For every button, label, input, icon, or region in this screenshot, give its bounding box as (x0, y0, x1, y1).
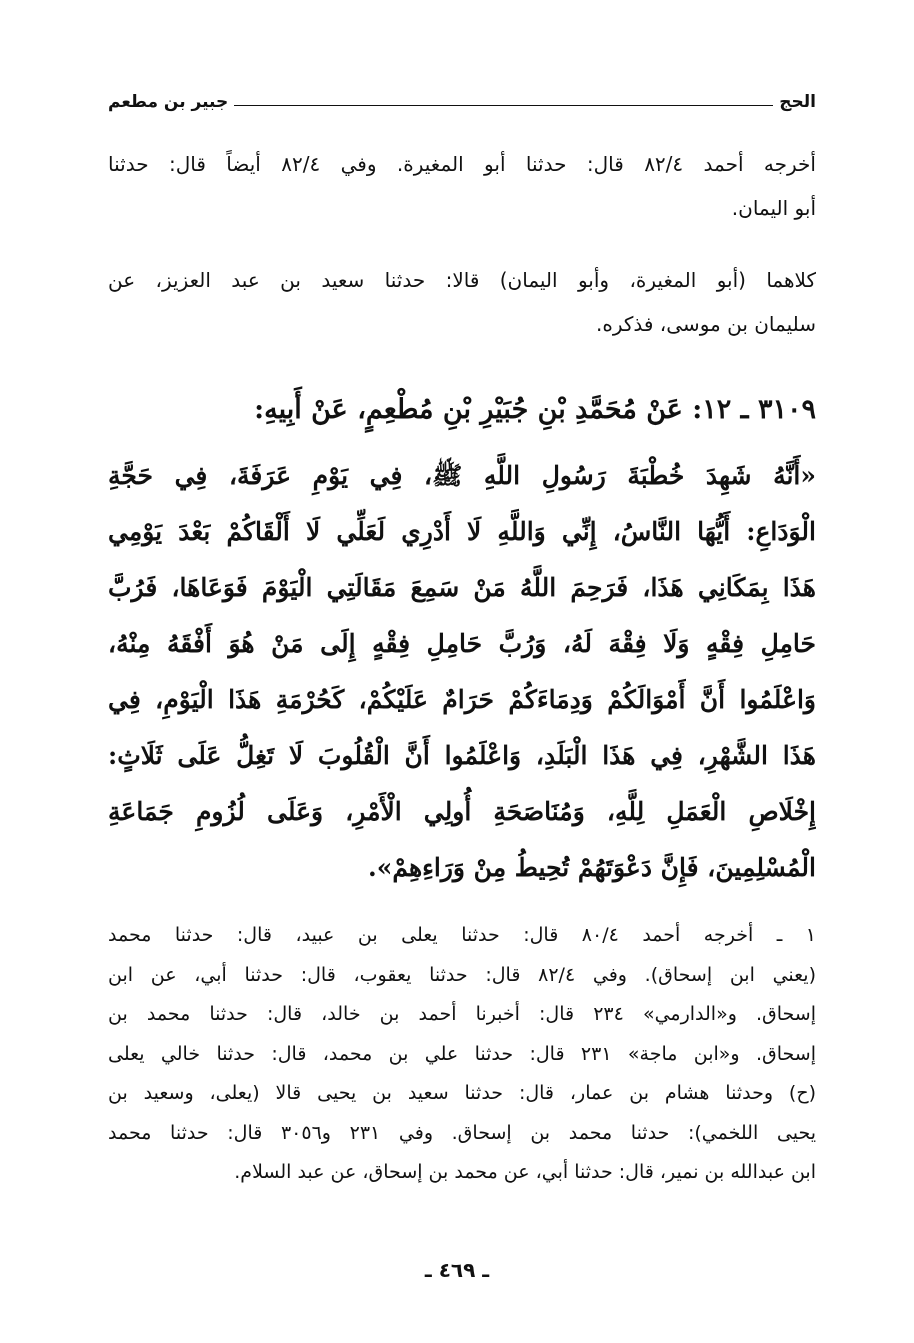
source-note-2 (108, 258, 816, 346)
source-note-1-line: أخرجه أحمد ٨٢/٤ قال: حدثنا أبو المغيرة. وفي ٨٢/٤ أيضاً قال: حدثنا (108, 152, 816, 176)
page-number: ـ ٤٦٩ ـ (424, 1258, 490, 1282)
footnote-line: (ح) وحدثنا هشام بن عمار، قال: حدثنا سعيد بن يحيى قالا (يعلى، وسعيد بن (108, 1082, 816, 1104)
header-rule (234, 105, 773, 106)
hadith-line: هَذَا بِمَكَانِي هَذَا، فَرَحِمَ اللَّهُ مَنْ سَمِعَ مَقَالَتِي الْيَوْمَ فَوَعَاهَا، فَرُبَّ (108, 573, 816, 602)
header-section-title: جبير بن مطعم (108, 92, 229, 112)
footnote-line: ١ ـ أخرجه أحمد ٨٠/٤ قال: حدثنا يعلى بن عبيد، قال: حدثنا محمد (108, 924, 816, 946)
hadith-text (108, 448, 816, 896)
hadith-line: هَذَا الشَّهْرِ، فِي هَذَا الْبَلَدِ، وَاعْلَمُوا أَنَّ الْقُلُوبَ لَا تَغِلُّ عَلَى ثَلَاثٍ: (108, 741, 816, 770)
source-note-2-line: كلاهما (أبو المغيرة، وأبو اليمان) قالا: حدثنا سعيد بن عبد العزيز، عن (108, 268, 816, 292)
hadith-line: حَامِلِ فِقْهٍ وَلَا فِقْهَ لَهُ، وَرُبَّ حَامِلِ فِقْهٍ إِلَى مَنْ هُوَ أَفْقَهُ مِنْهُ، (108, 629, 816, 658)
footnote (108, 916, 816, 1193)
hadith-line: الْوَدَاعِ: أَيُّهَا النَّاسُ، إِنِّي وَاللَّهِ لَا أَدْرِي لَعَلِّي لَا أَلْقَاكُمْ بَعْدَ يَوْمِي (108, 517, 816, 546)
hadith-heading: ٣١٠٩ ـ ١٢: عَنْ مُحَمَّدِ بْنِ جُبَيْرِ بْنِ مُطْعِمٍ، عَنْ أَبِيهِ: (254, 394, 816, 425)
footnote-line: إسحاق. و«الدارمي» ٢٣٤ قال: أخبرنا أحمد بن خالد، قال: حدثنا محمد بن (108, 1003, 816, 1025)
hadith-line: الْمُسْلِمِينَ، فَإِنَّ دَعْوَتَهُمْ تُحِيطُ مِنْ وَرَاءِهِمْ». (367, 853, 816, 882)
hadith-line: إِخْلَاصِ الْعَمَلِ لِلَّهِ، وَمُنَاصَحَةِ أُولِي الْأَمْرِ، وَعَلَى لُزُومِ جَمَاعَةِ (108, 797, 816, 826)
hadith-line: «أَنَّهُ شَهِدَ خُطْبَةَ رَسُولِ اللَّهِ ﷺ، فِي يَوْمِ عَرَفَةَ، فِي حَجَّةِ (108, 461, 816, 490)
source-note-1-line: أبو اليمان. (731, 196, 816, 220)
footnote-line: ابن عبدالله بن نمير، قال: حدثنا أبي، عن محمد بن إسحاق، عن عبد السلام. (234, 1161, 816, 1183)
footnote-line: (يعني ابن إسحاق). وفي ٨٢/٤ قال: حدثنا يعقوب، قال: حدثنا أبي، عن ابن (108, 963, 816, 986)
footnote-line: إسحاق. و«ابن ماجة» ٢٣١ قال: حدثنا علي بن محمد، قال: حدثنا خالي يعلى (108, 1042, 816, 1065)
footnote-line: يحيى اللخمي): حدثنا محمد بن إسحاق. وفي ٢٣١ و٣٠٥٦ قال: حدثنا محمد (108, 1121, 816, 1144)
running-header (108, 86, 816, 118)
hadith-line: وَاعْلَمُوا أَنَّ أَمْوَالَكُمْ وَدِمَاءَكُمْ حَرَامٌ عَلَيْكُمْ، كَحُرْمَةِ هَذَا الْيَوْمِ، فِي (108, 685, 816, 714)
header-chapter-title: الحج (779, 92, 816, 112)
source-note-1 (108, 142, 816, 230)
source-note-2-line: سليمان بن موسى، فذكره. (596, 312, 816, 336)
